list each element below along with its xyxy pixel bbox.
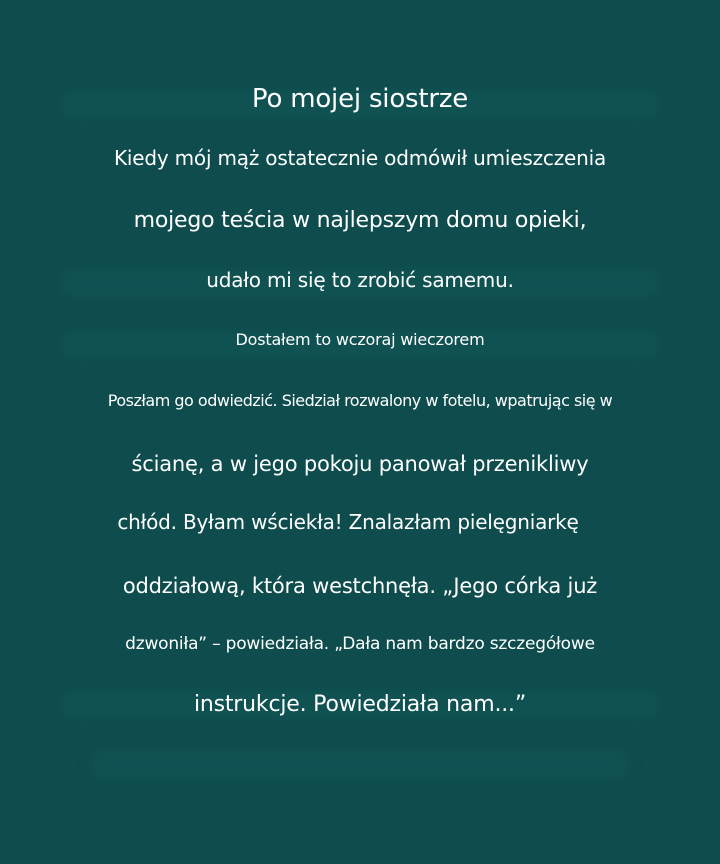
story-line: udało mi się to zrobić samemu. — [206, 268, 514, 292]
story-line: chłód. Byłam wściekła! Znalazłam pielęgniarkę — [117, 510, 579, 534]
story-line: Dostałem to wczoraj wieczorem — [235, 330, 485, 349]
story-line: mojego teścia w najlepszym domu opieki, — [133, 208, 587, 233]
story-line: dzwoniła” – powiedziała. „Dała nam bardzo szczegółowe — [125, 634, 595, 654]
blurred-text-overlay — [90, 750, 630, 780]
story-line: Kiedy mój mąż ostatecznie odmówił umieszczenia — [113, 146, 606, 170]
story-line: instrukcje. Powiedziała nam...” — [193, 692, 527, 717]
story-line: ścianę, a w jego pokoju panował przenikliwy — [131, 452, 589, 476]
story-line: Poszłam go odwiedzić. Siedział rozwalony w fotelu, wpatrując się w — [107, 391, 613, 410]
story-title: Po mojej siostrze — [251, 84, 469, 114]
story-line: oddziałową, która westchnęła. „Jego córka już — [122, 574, 598, 598]
